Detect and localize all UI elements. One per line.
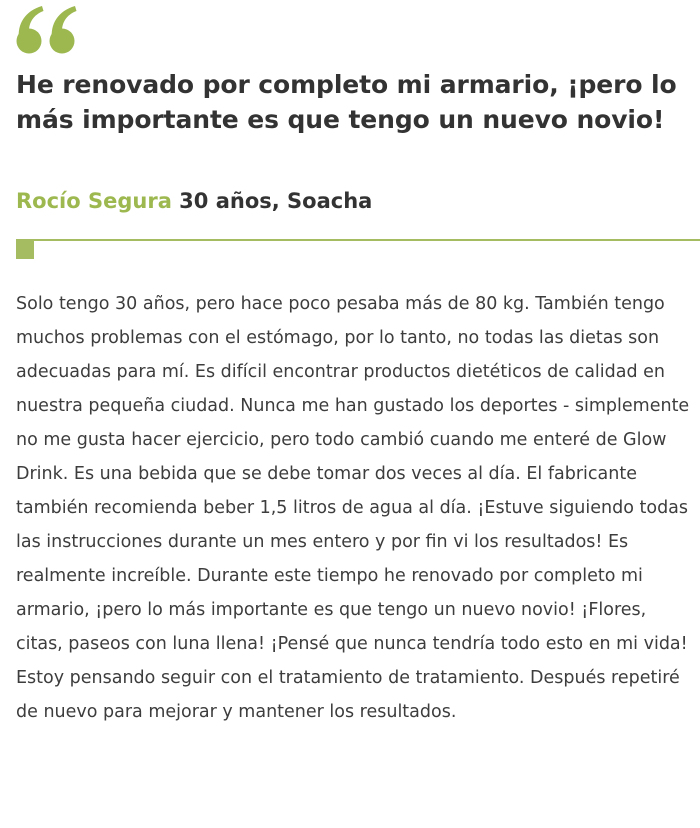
testimonial-body: Solo tengo 30 años, pero hace poco pesaba más de 80 kg. También tengo muchos problemas con el estómago, por lo tanto, no todas las dietas son adecuadas para mí. Es difícil encontrar productos dietéticos de calidad en nuestra pequeña ciudad. Nunca me han gustado los deportes - simplemente no me gusta hacer ejercicio, pero todo cambió cuando me enteré de Glow Drink. Es una bebida que se debe tomar dos veces al día. El fabricante también recomienda beber 1,5 litros de agua al día. ¡Estuve siguiendo todas las instrucciones durante un mes entero y por fin vi los resultados! Es realmente increíble. Durante este tiempo he renovado por completo mi armario, ¡pero lo más importante es que tengo un nuevo novio! ¡Flores, citas, paseos con luna llena! ¡Pensé que nunca tendría todo esto en mi vida! Estoy pensando seguir con el tratamiento de tratamiento. Después repetiré de nuevo para mejorar y mantener los resultados.	[16, 294, 690, 722]
testimonial-author	[16, 186, 372, 216]
divider-line	[16, 239, 700, 241]
author-name: Rocío Segura	[16, 189, 172, 213]
author-age-city: 30 años, Soacha	[179, 189, 373, 213]
quote-open-icon	[16, 4, 80, 56]
testimonial-headline: He renovado por completo mi armario, ¡pero lo más importante es que tengo un nuevo novio!	[16, 70, 677, 134]
divider-accent-square	[16, 241, 34, 259]
